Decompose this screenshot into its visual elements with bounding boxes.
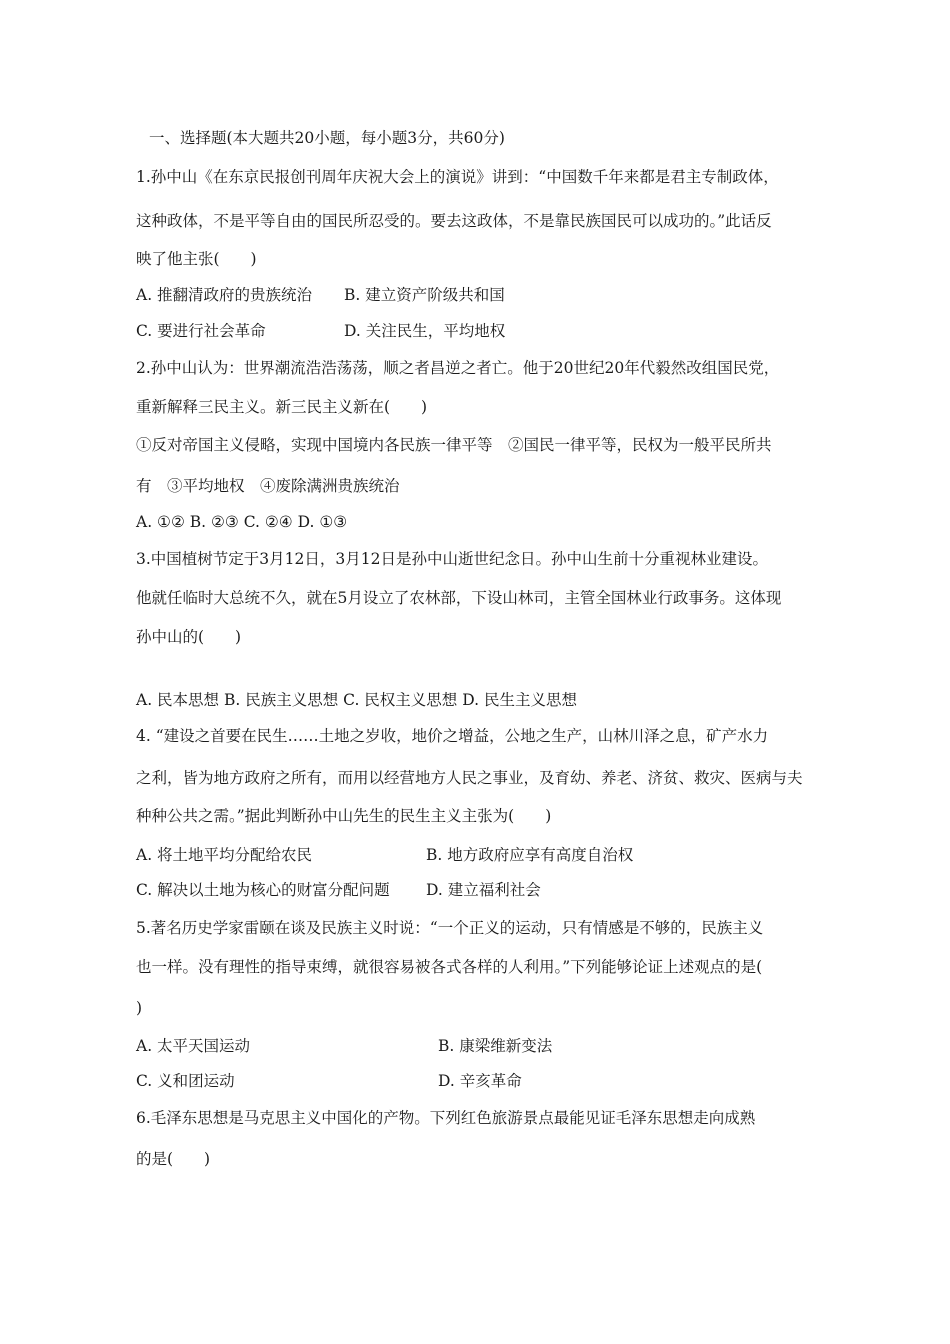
- option-d: D. 建立福利社会: [426, 881, 541, 899]
- option-row: [136, 880, 541, 900]
- question-stem-line: 之利，皆为地方政府之所有，而用以经营地方人民之事业，及育幼、养老、济贫、救灾、医病与夫: [136, 769, 803, 787]
- option-d: D. 辛亥革命: [438, 1072, 522, 1090]
- option-row: [136, 1036, 553, 1056]
- option-c: C. 义和团运动: [136, 1072, 235, 1090]
- option-row: [136, 1071, 522, 1091]
- option-c: C. 解决以土地为核心的财富分配问题: [136, 881, 390, 899]
- question-stem-line: 5.著名历史学家雷颐在谈及民族主义时说：“一个正义的运动，只有情感是不够的，民族主义: [136, 919, 764, 937]
- option-b: B. 康梁维新变法: [438, 1037, 553, 1055]
- question-stem-line: 孙中山的( ): [136, 628, 242, 646]
- question-stem-line: 1.孙中山《在东京民报创刊周年庆祝大会上的演说》讲到：“中国数千年来都是君主专制政体，: [136, 168, 779, 186]
- option-b: B. 建立资产阶级共和国: [344, 286, 505, 304]
- question-stem-line: 有 ③平均地权 ④废除满洲贵族统治: [136, 477, 400, 495]
- question-stem-line: 他就任临时大总统不久，就在5月设立了农林部，下设山林司，主管全国林业行政事务。这体现: [136, 589, 782, 607]
- question-stem-line: ): [136, 999, 143, 1017]
- question-stem-line: 6.毛泽东思想是马克思主义中国化的产物。下列红色旅游景点最能见证毛泽东思想走向成熟: [136, 1109, 756, 1127]
- question-stem-line: 2.孙中山认为：世界潮流浩浩荡荡，顺之者昌逆之者亡。他于20世纪20年代毅然改组国民党，: [136, 359, 780, 377]
- option-row: [136, 285, 505, 305]
- question-stem-line: 映了他主张( ): [136, 250, 257, 268]
- section-title: 一、选择题(本大题共20小题，每小题3分，共60分): [149, 129, 505, 147]
- option-row: A. 民本思想 B. 民族主义思想 C. 民权主义思想 D. 民生主义思想: [136, 691, 577, 709]
- option-c: C. 要进行社会革命: [136, 322, 266, 340]
- question-stem-line: 的是( ): [136, 1150, 211, 1168]
- option-row: A. ①② B. ②③ C. ②④ D. ①③: [136, 513, 348, 531]
- option-a: A. 太平天国运动: [136, 1037, 251, 1055]
- question-stem-line: 3.中国植树节定于3月12日，3月12日是孙中山逝世纪念日。孙中山生前十分重视林业建设。: [136, 550, 768, 568]
- question-stem-line: 4. “建设之首要在民生……土地之岁收，地价之增益，公地之生产，山林川泽之息，矿产水力: [136, 727, 769, 745]
- option-d: D. 关注民生，平均地权: [344, 322, 506, 340]
- question-stem-line: 这种政体，不是平等自由的国民所忍受的。要去这政体，不是靠民族国民可以成功的。”此话反: [136, 212, 772, 230]
- question-stem-line: 重新解释三民主义。新三民主义新在( ): [136, 398, 428, 416]
- question-stem-line: ①反对帝国主义侵略，实现中国境内各民族一律平等 ②国民一律平等，民权为一般平民所共: [136, 436, 772, 454]
- question-stem-line: 种种公共之需。”据此判断孙中山先生的民生主义主张为( ): [136, 807, 552, 825]
- option-b: B. 地方政府应享有高度自治权: [426, 846, 634, 864]
- option-a: A. 将土地平均分配给农民: [136, 846, 313, 864]
- option-row: [136, 845, 634, 865]
- question-stem-line: 也一样。没有理性的指导束缚，就很容易被各式各样的人利用。”下列能够论证上述观点的是(: [136, 958, 763, 976]
- option-a: A. 推翻清政府的贵族统治: [136, 286, 313, 304]
- option-row: [136, 321, 506, 341]
